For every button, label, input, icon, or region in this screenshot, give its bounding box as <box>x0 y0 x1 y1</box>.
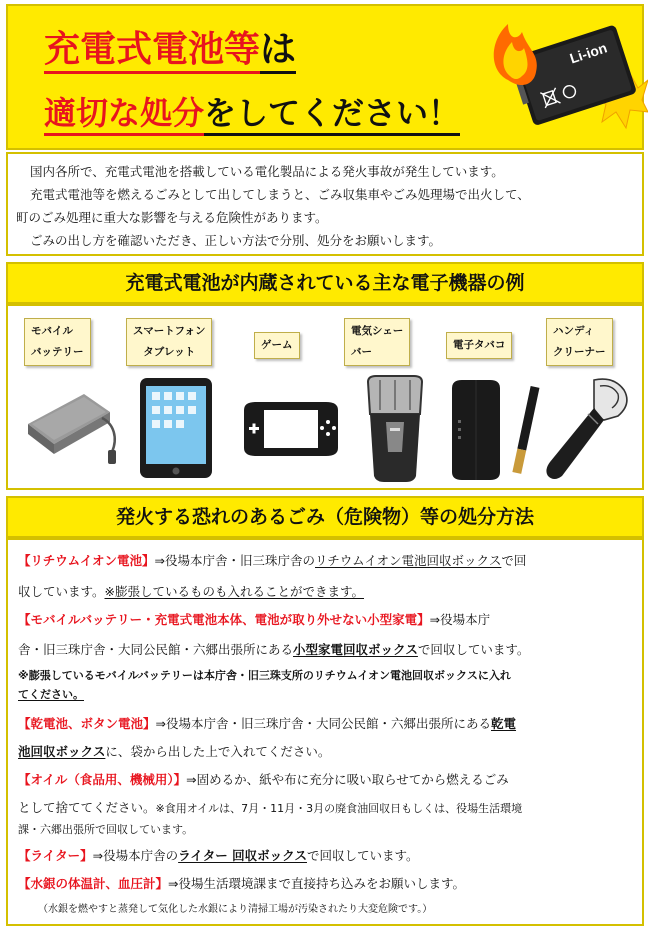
lithium-line-1: 【リチウムイオン電池】⇒役場本庁舎・旧三珠庁舎のリチウムイオン電池回収ボックスで回 <box>18 553 527 568</box>
intro-paragraph-1: 国内各所で、充電式電池を搭載している電化製品による発火事故が発生しています。 <box>30 164 504 179</box>
mobile-note-line-1: ※膨張しているモバイルバッテリーは本庁舎・旧三珠支所のリチウムイオン電池回収ボックスに入れ <box>18 669 511 682</box>
dry-line-2: 池回収ボックスに、袋から出した上で入れてください。 <box>18 744 331 759</box>
lithium-line-2: 収しています。※膨張しているものも入れることができます。 <box>18 584 364 599</box>
handy-cleaner-icon <box>542 372 638 484</box>
mercury-note: （水銀を燃やすと蒸発して気化した水銀により清掃工場が汚染されたり大変危険です。） <box>38 904 433 915</box>
battery-label: Li-ion <box>567 39 609 67</box>
intro-text-block <box>6 152 644 256</box>
device-label-game: ゲーム <box>254 332 300 359</box>
intro-paragraph-2: 充電式電池等を燃えるごみとして出してしまうと、ごみ収集車やごみ処理場で出火して、 <box>30 187 530 202</box>
mobile-tag: 【モバイルバッテリー・充電式電池本体、電池が取り外せない小型家電】 <box>18 612 430 627</box>
title-black-text-2: をしてください！ <box>204 94 460 136</box>
title-line-1 <box>44 29 297 70</box>
dry-box-name-part-2: 池回収ボックス <box>18 744 106 759</box>
device-label-electric-shaver: 電気シェー バー <box>344 318 410 366</box>
disposal-methods-block <box>6 538 644 926</box>
devices-section-header: 充電式電池が内蔵されている主な電子機器の例 <box>6 262 644 304</box>
game-console-icon <box>236 372 346 482</box>
device-label-smartphone-tablet: スマートフォン タブレット <box>126 318 212 366</box>
mobile-note-line-2: てください。 <box>18 688 84 701</box>
lighter-tag: 【ライター】 <box>18 848 93 863</box>
methods-section-header: 発火する恐れのあるごみ（危険物）等の処分方法 <box>6 496 644 538</box>
devices-block <box>6 304 644 490</box>
oil-line-1: 【オイル（食品用、機械用）】⇒固めるか、紙や布に充分に吸い取らせてから燃えるごみ <box>18 772 509 787</box>
dry-line-1: 【乾電池、ボタン電池】⇒役場本庁舎・旧三珠庁舎・大同公民館・六郷出張所にある乾電 <box>18 716 517 731</box>
title-black-text-1: は <box>260 29 296 74</box>
lithium-box-name: リチウムイオン電池回収ボックス <box>315 553 502 568</box>
mercury-tag: 【水銀の体温計、血圧計】 <box>18 876 169 891</box>
device-label-handy-cleaner: ハンディ クリーナー <box>546 318 613 366</box>
lighter-line: 【ライター】⇒役場本庁舎のライター 回収ボックスで回収しています。 <box>18 848 419 863</box>
mobile-battery-icon <box>22 372 122 482</box>
title-banner <box>6 4 644 150</box>
mobile-line-1: 【モバイルバッテリー・充電式電池本体、電池が取り外せない小型家電】⇒役場本庁 <box>18 612 491 627</box>
title-line-2 <box>44 94 461 132</box>
device-label-e-cigarette: 電子タバコ <box>446 332 512 359</box>
oil-line-3: 課・六郷出張所で回収しています。 <box>18 823 194 836</box>
intro-paragraph-4: ごみの出し方を確認いただき、正しい方法で分別、処分をお願いします。 <box>30 233 442 248</box>
e-cigarette-icon <box>444 372 544 482</box>
mobile-box-name: 小型家電回収ボックス <box>293 642 418 657</box>
title-red-text-2: 適切な処分 <box>44 94 204 136</box>
title-red-text-1: 充電式電池等 <box>44 29 260 74</box>
burning-battery-icon <box>478 10 648 148</box>
oil-line-2: として捨ててください。※食用オイルは、7月・11月・3月の廃食油回収日もしくは、役場生活環境 <box>18 800 523 815</box>
lithium-tag: 【リチウムイオン電池】 <box>18 553 155 568</box>
tablet-icon <box>136 372 216 482</box>
intro-paragraph-3: 町のごみ処理に重大な影響を与える危険性があります。 <box>16 210 328 225</box>
mobile-line-2: 舎・旧三珠庁舎・大同公民館・六郷出張所にある小型家電回収ボックスで回収しています。 <box>18 642 530 657</box>
lighter-box-name: ライター 回収ボックス <box>178 848 307 863</box>
electric-shaver-icon <box>360 372 430 484</box>
device-label-mobile-battery: モバイル バッテリー <box>24 318 91 366</box>
dry-box-name-part-1: 乾電 <box>491 716 517 731</box>
oil-note: ※食用オイルは、7月・11月・3月の廃食油回収日もしくは、役場生活環境 <box>155 802 523 815</box>
lithium-note: ※膨張しているものも入れることができます。 <box>104 584 364 599</box>
oil-tag: 【オイル（食品用、機械用）】 <box>18 772 187 787</box>
dry-tag: 【乾電池、ボタン電池】 <box>18 716 156 731</box>
mercury-line: 【水銀の体温計、血圧計】⇒役場生活環境課まで直接持ち込みをお願いします。 <box>18 876 465 891</box>
